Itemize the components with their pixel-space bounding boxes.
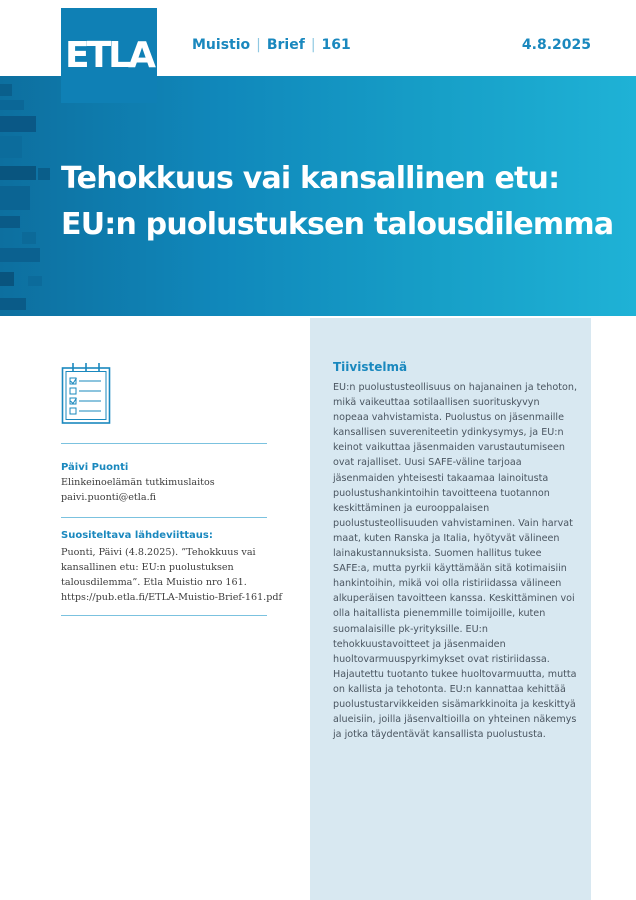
etla-logo (61, 8, 157, 103)
divider (61, 615, 267, 616)
decor-square (28, 276, 42, 286)
divider (61, 443, 267, 444)
decor-square (0, 298, 26, 310)
decor-square (0, 272, 14, 286)
summary-text: EU:n puolustusteollisuus on hajanainen ja tehoton, mikä vaikeuttaa sotilaallisen suorituskyvyn nopeaa vahvistamista. Puolustus on jäsenmaille kansallisen suvereniteetin ydinkysymys, ja EU:n keinot vaikuttaa jäsenmaiden varustautumiseen ovat rajalliset. Uusi SAFE-väline tarjoaa jäsenmaiden yhteisesti takaamaa lainoitusta puolustushankintoihin tavoitteena tuotannon keskittäminen ja eurooppalaisen puolustusteollisuuden vahvistaminen. Vain harvat maat, kuten Ranska ja Italia, hyötyvät välineen lainakustannuksista. Suomen hallitus tukee SAFE:a, mutta pyrkii käyttämään sitä kotimaisiin hankintoihin, mikä voi olla ristiriidassa välineen alkuperäisen tavoitteen kanssa. Keskittäminen voi olla haitallista pienemmille toimijoille, kuten suomalaisille pk-yrityksille. EU:n tehokkuustavoitteet ja jäsenmaiden huoltovarmuuspyrkimykset ovat ristiriidassa. Hajautettu tuotanto tukee huoltovarmuutta, mutta on kallista ja tehotonta. EU:n kannattaa kehittää puolustustarvikkeiden sisämarkkinoita ja keskittyä alueisiin, joilla jäsenvaltioilla on yhteinen näkemys ja jotka täydentävät kansallista puolustusta. (333, 382, 578, 741)
citation-text (61, 545, 283, 605)
series-muistio: Muistio (192, 37, 251, 53)
document-title (61, 156, 613, 248)
series-number: 161 (321, 37, 351, 53)
publication-date: 4.8.2025 (521, 37, 591, 53)
citation-line: kansallinen etu: EU:n puolustuksen (61, 562, 234, 573)
series-label (192, 37, 351, 53)
summary-panel (310, 318, 591, 900)
title-line: EU:n puolustuksen talousdilemma (61, 207, 614, 242)
decor-square (0, 116, 36, 132)
decor-square (0, 84, 12, 96)
citation-line: talousdilemma”. Etla Muistio nro 161. (61, 577, 247, 588)
divider (61, 517, 267, 518)
decor-square (0, 100, 24, 110)
separator: | (310, 37, 316, 53)
decor-square (22, 232, 36, 244)
decor-square (38, 168, 50, 180)
series-brief: Brief (266, 37, 305, 53)
title-line: Tehokkuus vai kansallinen etu: (61, 161, 560, 196)
checklist-clipboard-icon (61, 363, 111, 425)
decor-square (0, 248, 40, 262)
title-banner (0, 76, 636, 316)
summary-heading: Tiivistelmä (333, 360, 408, 374)
author-affiliation: Elinkeinoelämän tutkimuslaitos (61, 477, 215, 488)
citation-heading: Suositeltava lähdeviittaus: (61, 530, 213, 541)
decor-square (0, 216, 20, 228)
decor-square (0, 166, 36, 180)
author-name: Päivi Puonti (61, 462, 129, 473)
separator: | (256, 37, 261, 53)
logo-text: ETLA (65, 35, 153, 76)
author-email: paivi.puonti@etla.fi (61, 492, 157, 503)
decor-square (0, 186, 30, 210)
citation-link[interactable]: https://pub.etla.fi/ETLA-Muistio-Brief-161.pdf (61, 592, 283, 603)
citation-line: Puonti, Päivi (4.8.2025). ”Tehokkuus vai (61, 547, 256, 558)
decor-square (0, 136, 22, 158)
